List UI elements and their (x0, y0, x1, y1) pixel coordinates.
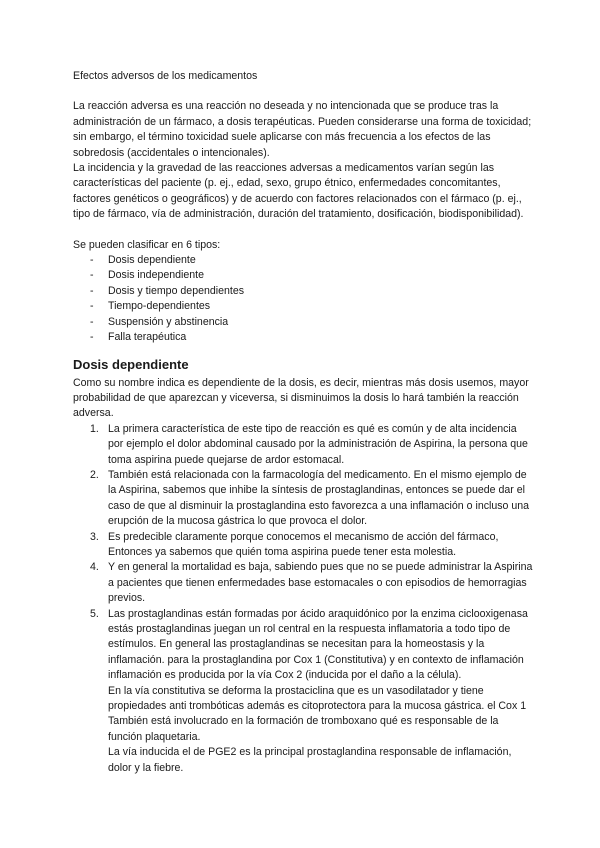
types-list-item (73, 330, 533, 345)
item-number: 3. (90, 530, 99, 543)
numbered-list-item (73, 560, 533, 606)
dash-marker: - (90, 254, 94, 267)
item-text: Y en general la mortalidad es baja, sabiendo pues que no se puede administrar la Aspirina a pacientes que tienen enfermedades base estomacales o con episodios de hemorragias previos. (108, 561, 533, 605)
dash-marker: - (90, 284, 94, 297)
numbered-list-item (73, 468, 533, 530)
item-text: Las prostaglandinas están formadas por ácido araquidónico por la enzima ciclooxigenasa estás prostaglandinas juegan un rol central en la respuesta inflamatoria a todo tipo de estímulos. En general las prostaglandinas se necesitan para la homeostasis y la inflamación. para la prostaglandina por Cox 1 (Constitutiva) y en contexto de inflamación inflamación es producida por la vía Cox 2 (inducida por el daño a la célula). (108, 607, 528, 682)
types-list-item (73, 268, 533, 283)
item-number: 2. (90, 468, 99, 481)
item-text: Es predecible claramente porque conocemos el mecanismo de acción del fármaco, Entonces ya sabemos que quién toma aspirina puede tener esta molestia. (108, 530, 499, 558)
type-label: Tiempo-dependientes (108, 300, 211, 313)
classification-intro: Se pueden clasificar en 6 tipos: (73, 238, 221, 251)
type-label: Dosis independiente (108, 269, 205, 282)
item-extra-paragraph: La vía inducida el de PGE2 es la principal prostaglandina responsable de inflamación, dolor y la fiebre. (108, 746, 512, 774)
dash-marker: - (90, 269, 94, 282)
type-label: Dosis y tiempo dependientes (108, 284, 245, 297)
document-title: Efectos adversos de los medicamentos (73, 70, 258, 82)
type-label: Suspensión y abstinencia (108, 315, 229, 328)
spacer (73, 223, 533, 238)
section-heading: Dosis dependiente (73, 356, 189, 372)
numbered-list-item (73, 607, 533, 776)
types-list-item (73, 284, 533, 299)
numbered-list-item (73, 422, 533, 468)
item-number: 4. (90, 561, 99, 574)
document-content (73, 69, 533, 776)
item-text: También está relacionada con la farmacología del medicamento. En el mismo ejemplo de la Aspirina, sabemos que inhibe la síntesis de prostaglandinas, entonces se puede dar el caso de que al disminuir la prostaglandina esto favorezca a una inflamación o incluso una erupción de la mucosa gástrica lo que provoca el dolor. (108, 468, 530, 528)
item-number: 1. (90, 422, 99, 435)
types-list-item (73, 315, 533, 330)
item-number: 5. (90, 607, 99, 620)
types-list (73, 253, 533, 345)
types-list-item (73, 299, 533, 314)
dash-marker: - (90, 300, 94, 313)
item-text: La primera característica de este tipo de reacción es qué es común y de alta incidencia por ejemplo el dolor abdominal causado por la administración de Aspirina, la persona que toma aspirina puede quejarse de ardor estomacal. (108, 422, 528, 466)
dash-marker: - (90, 315, 94, 328)
type-label: Dosis dependiente (108, 254, 196, 267)
item-extra-paragraph: En la vía constitutiva se deforma la prostaciclina que es un vasodilatador y tiene propiedades anti trombóticas además es citoprotectora para la mucosa gástrica. el Cox 1 También está involucrado en la formación de tromboxano qué es responsable de la función plaquetaria. (108, 684, 527, 743)
types-list-item (73, 253, 533, 268)
section-intro: Como su nombre indica es dependiente de la dosis, es decir, mientras más dosis usemos, mayor probabilidad de que aparezcan y viceversa, si disminuimos la dosis lo hará también la reacción adversa. (73, 376, 529, 420)
dash-marker: - (90, 331, 94, 344)
numbered-list-item (73, 530, 533, 561)
intro-paragraph-1: La reacción adversa es una reacción no deseada y no intencionada que se produce tras la administración de un fármaco, a dosis terapéuticas. Pueden considerarse una forma de toxicidad; sin embargo, el término toxicidad suele aplicarse con más frecuencia a los efectos de las sobredosis (accidentales o intencionales). (73, 100, 532, 159)
numbered-list (73, 422, 533, 776)
type-label: Falla terapéutica (108, 331, 187, 344)
intro-paragraph-2: La incidencia y la gravedad de las reacciones adversas a medicamentos varían según las características del paciente (p. ej., edad, sexo, grupo étnico, enfermedades concomitantes, factores genéticos o geográficos) y de acuerdo con factores relacionados con el fármaco (p. ej., tipo de fármaco, vía de administración, duración del tratamiento, dosificación, biodisponibilidad). (73, 162, 524, 221)
